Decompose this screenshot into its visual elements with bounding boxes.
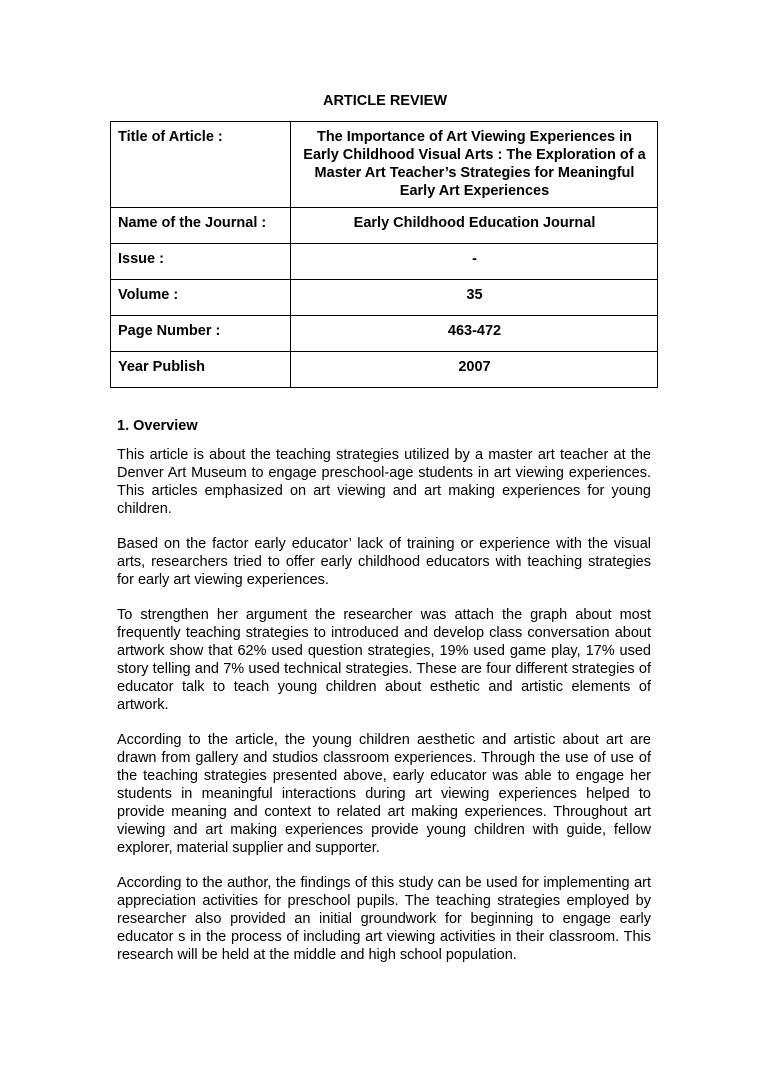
table-row-title: [111, 122, 658, 208]
table-row-year: [111, 352, 658, 388]
title-value: The Importance of Art Viewing Experiences in Early Childhood Visual Arts : The Exploration of a Master Art Teacher’s Strategies for Meaningful Early Art Experiences: [291, 122, 658, 208]
overview-paragraph: Based on the factor early educator’ lack of training or experience with the visual arts, researchers tried to offer early childhood educators with teaching strategies for early art viewing experiences.: [117, 536, 651, 588]
overview-paragraph: According to the article, the young children aesthetic and artistic about art are drawn from gallery and studios classroom experiences. Through the use of use of the teaching strategies presented above, early educator was able to engage her students in meaningful interactions during art viewing experiences helped to provide meaning and context to related art making experiences. Throughout art viewing and art making experiences provide young children with guide, fellow explorer, material supplier and supporter.: [117, 732, 651, 856]
overview-paragraph: This article is about the teaching strategies utilized by a master art teacher at the Denver Art Museum to engage preschool-age students in art viewing experiences. This articles emphasized on art viewing and art making experiences for young children.: [117, 447, 651, 517]
overview-paragraph: According to the author, the findings of this study can be used for implementing art appreciation activities for preschool pupils. The teaching strategies employed by researcher also provided an initial groundwork for beginning to engage early educator s in the process of including art viewing activities in their classroom. This research will be held at the middle and high school population.: [117, 875, 651, 963]
overview-body: [117, 446, 651, 981]
year-label: Year Publish: [111, 352, 291, 388]
issue-value: -: [291, 244, 658, 280]
table-row-volume: [111, 280, 658, 316]
table-row-page-number: [111, 316, 658, 352]
overview-paragraph: To strengthen her argument the researcher was attach the graph about most frequently teaching strategies to introduced and develop class conversation about artwork show that 62% used question strategies, 19% used game play, 17% used story telling and 7% used technical strategies. These are four different strategies of educator talk to teach young children about esthetic and artistic elements of artwork.: [117, 607, 651, 713]
year-value: 2007: [291, 352, 658, 388]
page-number-value: 463-472: [291, 316, 658, 352]
table-row-journal: [111, 208, 658, 244]
page-number-label: Page Number :: [111, 316, 291, 352]
article-info-table: [110, 121, 658, 388]
document-title: ARTICLE REVIEW: [322, 93, 448, 109]
issue-label: Issue :: [111, 244, 291, 280]
volume-label: Volume :: [111, 280, 291, 316]
journal-label: Name of the Journal :: [111, 208, 291, 244]
overview-heading: 1. Overview: [117, 418, 198, 434]
title-label: Title of Article :: [111, 122, 291, 208]
journal-value: Early Childhood Education Journal: [291, 208, 658, 244]
table-row-issue: [111, 244, 658, 280]
volume-value: 35: [291, 280, 658, 316]
